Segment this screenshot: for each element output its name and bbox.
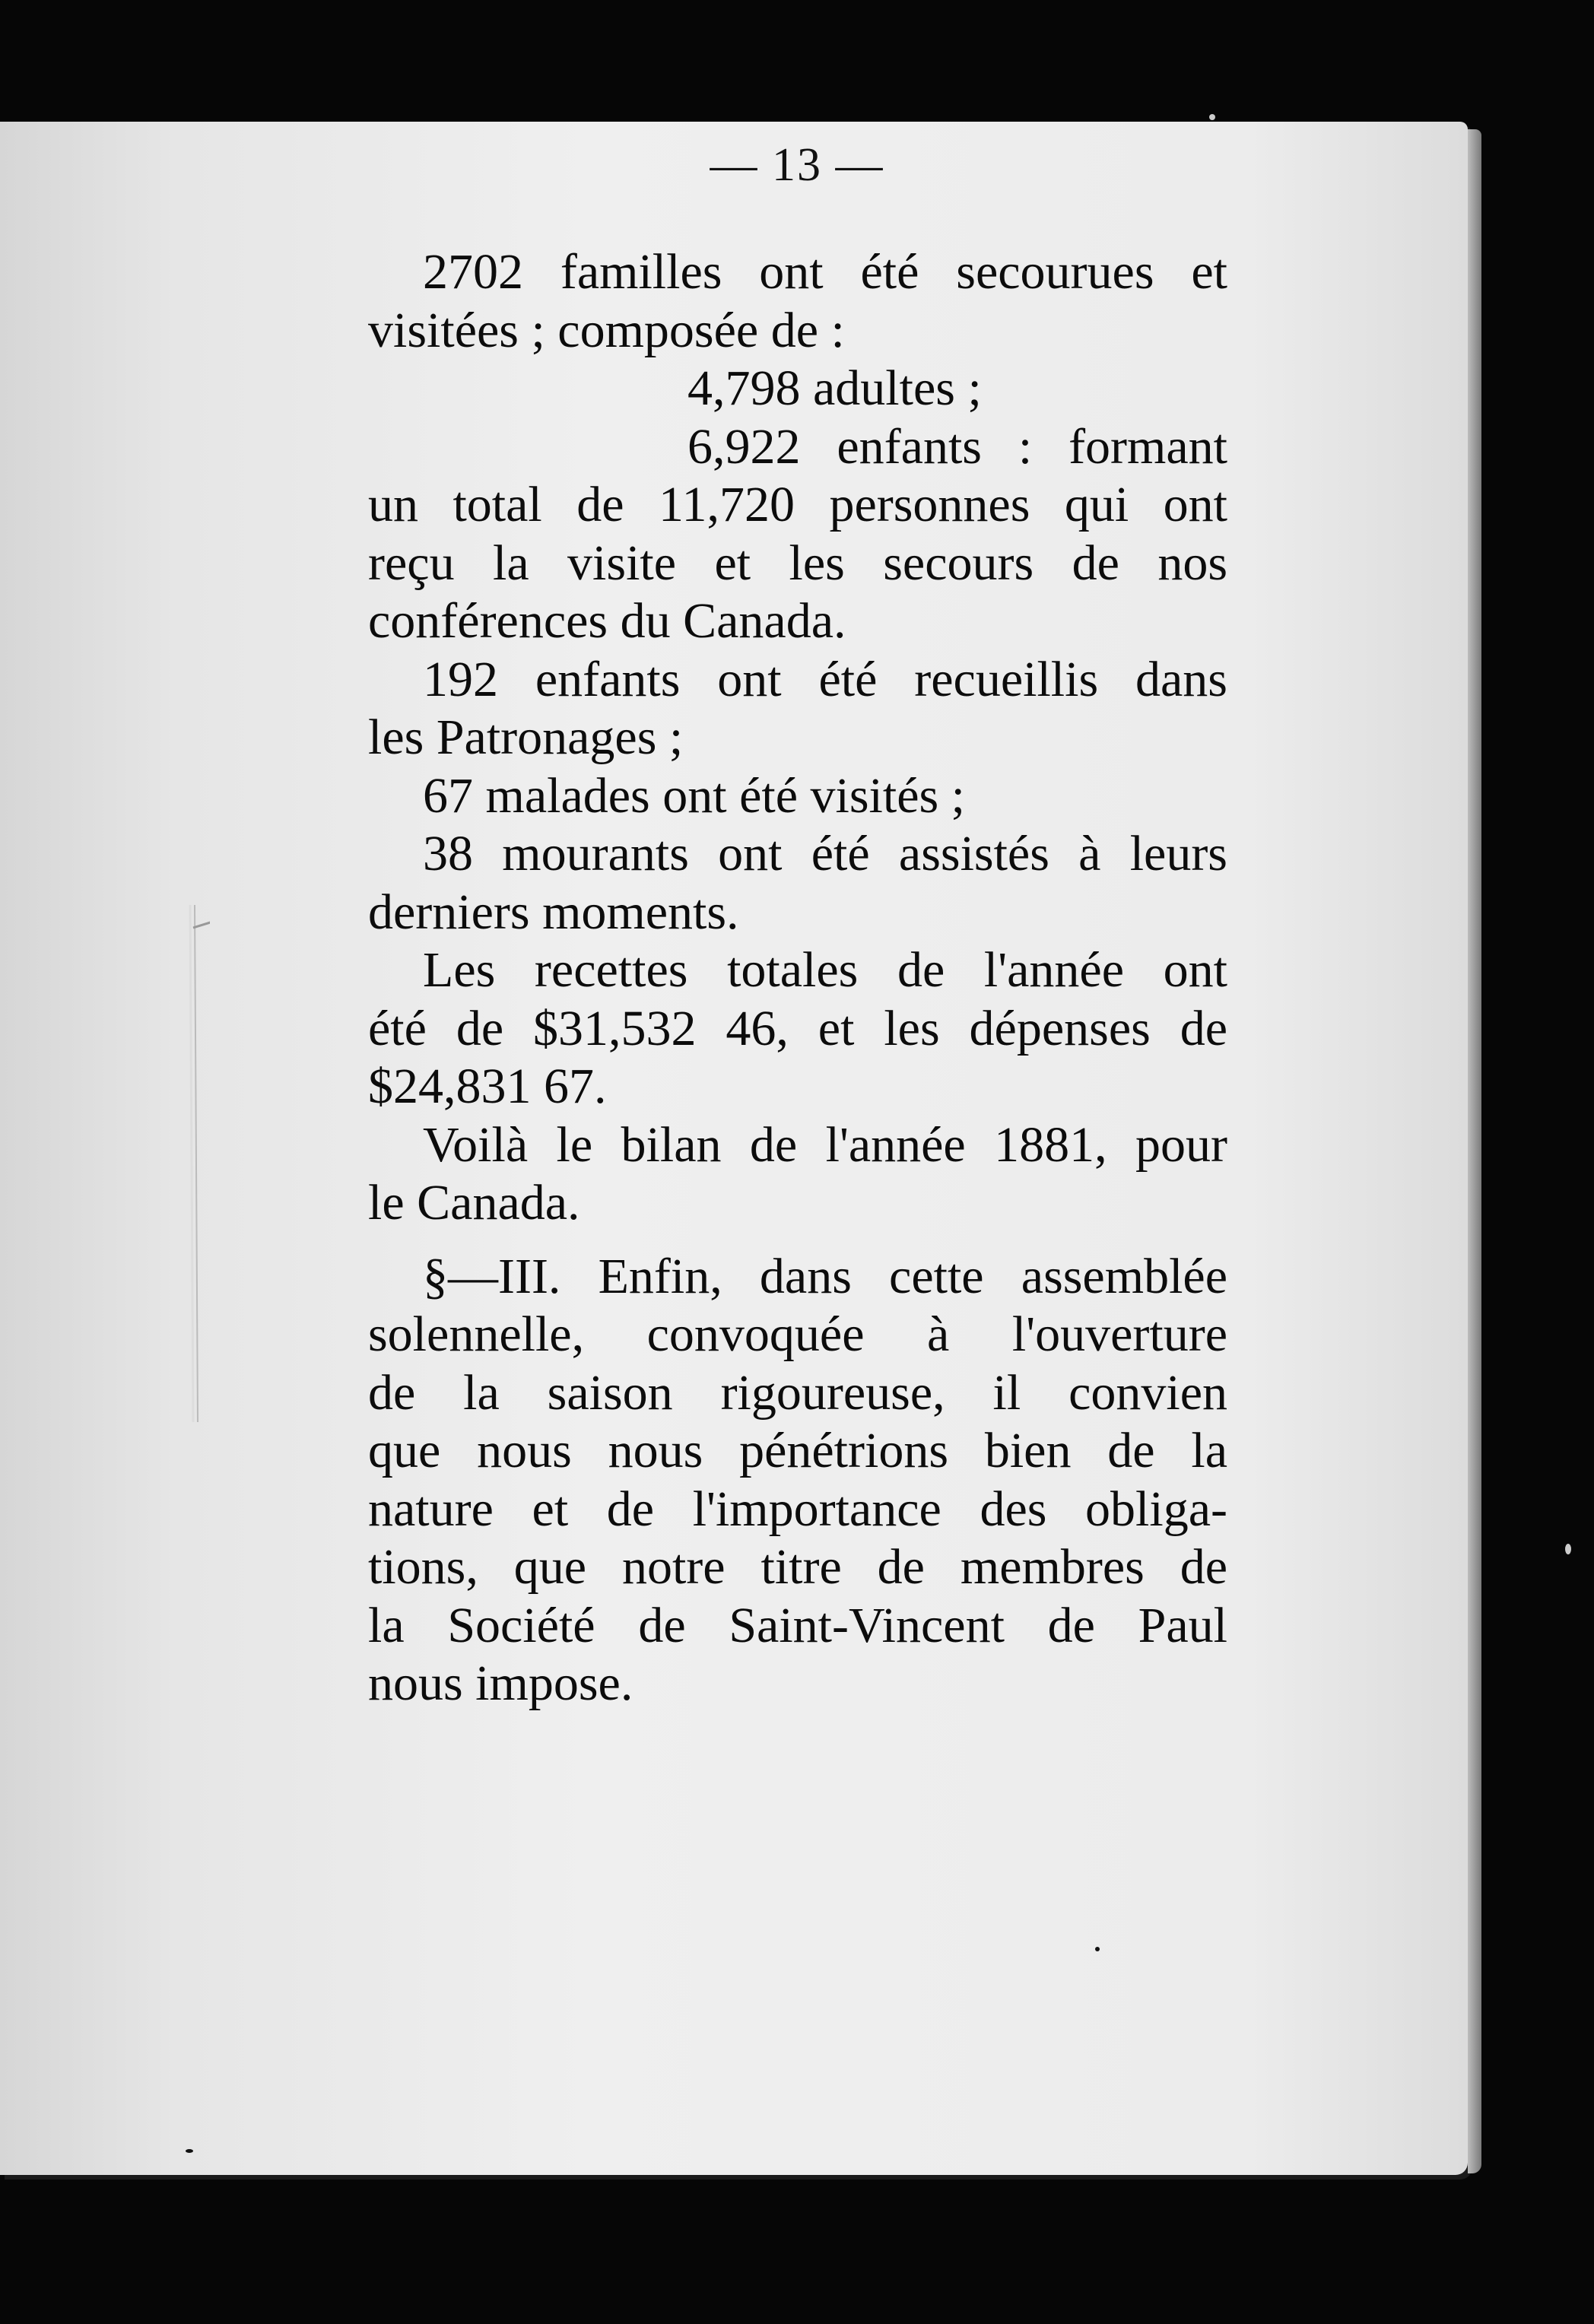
paragraph — [368, 651, 1227, 767]
text-line: de la saison rigoureuse, il convien — [368, 1364, 1227, 1421]
text-line: 4,798 adultes ; — [687, 360, 982, 416]
page-number: — 13 — — [710, 139, 884, 191]
text-line: $24,831 67. — [368, 1059, 607, 1114]
dust-speck — [1565, 1544, 1571, 1554]
dust-speck — [1209, 114, 1215, 120]
page-edge — [1468, 129, 1481, 2173]
text-line: tions, que notre titre de membres de — [368, 1539, 1227, 1595]
text-line: Les recettes totales de l'année ont — [423, 942, 1227, 998]
text-line: la Société de Saint-Vincent de Paul — [368, 1597, 1227, 1653]
paragraph — [368, 767, 1227, 826]
paragraph — [368, 476, 1227, 651]
text-line: 38 mourants ont été assistés à leurs — [423, 826, 1227, 881]
paragraph — [368, 243, 1227, 360]
text-line: §—III. Enfin, dans cette assemblée — [423, 1248, 1227, 1304]
text-line: les Patronages ; — [368, 710, 684, 765]
paragraph — [368, 1116, 1227, 1233]
paragraph — [368, 825, 1227, 941]
paragraph — [368, 360, 1227, 476]
text-line: solennelle, convoquée à l'ouverture — [368, 1306, 1227, 1362]
text-line: reçu la visite et les secours de nos — [368, 535, 1227, 591]
text-line: derniers moments. — [368, 884, 739, 940]
text-line: le Canada. — [368, 1175, 580, 1230]
paragraph — [368, 941, 1227, 1116]
text-line: 2702 familles ont été secourues et — [423, 244, 1227, 300]
text-line: que nous nous pénétrions bien de la — [368, 1423, 1227, 1478]
text-line: 67 malades ont été visités ; — [423, 767, 966, 824]
text-line: nature et de l'importance des obliga- — [368, 1481, 1227, 1537]
section-gap — [368, 1233, 1227, 1248]
text-line: visitées ; composée de : — [368, 302, 845, 358]
binding-string — [179, 905, 210, 1422]
paragraph — [368, 1248, 1227, 1713]
dust-speck — [1095, 1947, 1100, 1951]
text-line: 6,922 enfants : formant — [687, 418, 1227, 475]
text-line: 192 enfants ont été recueillis dans — [423, 651, 1227, 707]
dust-speck — [186, 2149, 193, 2153]
text-line: conférences du Canada. — [368, 593, 846, 649]
text-line: nous impose. — [368, 1656, 633, 1711]
page-body — [368, 243, 1227, 1713]
text-line: été de $31,532 46, et les dépenses de — [368, 1000, 1227, 1056]
text-line: Voilà le bilan de l'année 1881, pour — [423, 1116, 1227, 1173]
text-line: un total de 11,720 personnes qui ont — [368, 477, 1227, 532]
